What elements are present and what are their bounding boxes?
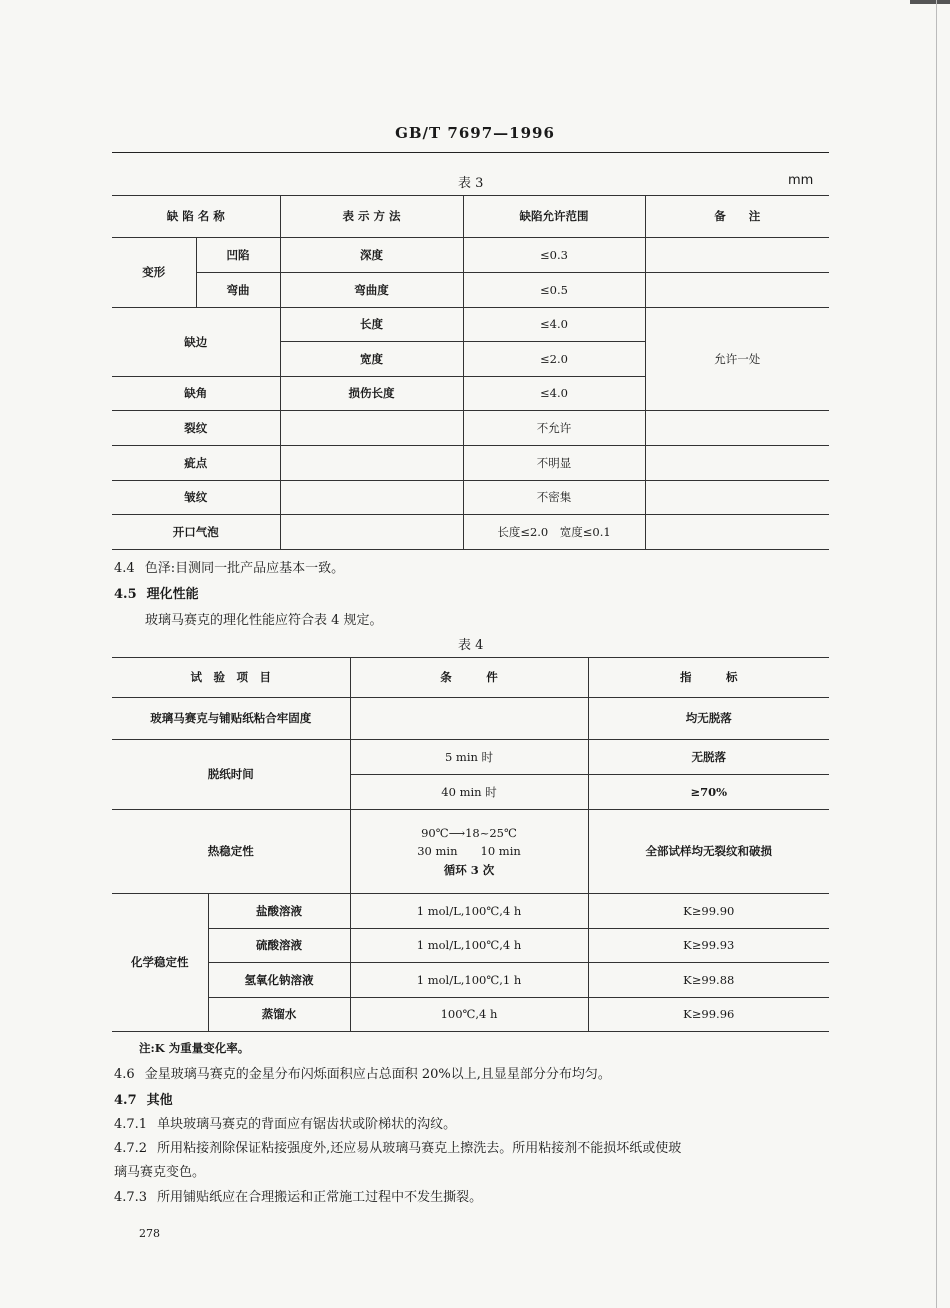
row-name: 疵点: [112, 446, 280, 481]
section-number: 4.7.3: [114, 1190, 148, 1205]
table4-note: 注:K 为重量变化率。: [139, 1041, 250, 1055]
section-4-7-2: [114, 1137, 681, 1156]
row-index: K≥99.90: [588, 894, 829, 929]
table-row: [112, 481, 829, 515]
section-number: 4.6: [114, 1067, 135, 1082]
table-header-row: [112, 658, 829, 698]
header-range: 缺陷允许范围: [463, 196, 645, 238]
row-method: [280, 515, 463, 550]
header-method: 表 示 方 法: [280, 196, 463, 238]
table-row: [112, 273, 829, 308]
section-4-7: [114, 1089, 173, 1108]
row-remark: [645, 238, 829, 273]
standard-header: GB/T 7697—1996: [395, 124, 555, 142]
section-number: 4.7: [114, 1093, 137, 1108]
row-condition: 1 mol/L,100℃,4 h: [350, 929, 588, 963]
section-4-4: [114, 557, 344, 576]
row-sub: 凹陷: [196, 238, 280, 273]
table4-caption: 表 4: [458, 638, 484, 653]
row-range: 不明显: [463, 446, 645, 481]
row-condition: [350, 698, 588, 740]
edge-group: 缺边: [112, 308, 280, 377]
row-condition: 1 mol/L,100℃,4 h: [350, 894, 588, 929]
scan-edge-line: [936, 0, 937, 1308]
row-index: 无脱落: [588, 740, 829, 775]
section-number: 4.7.1: [114, 1117, 148, 1132]
table-row: [112, 411, 829, 446]
section-text: 所用铺贴纸应在合理搬运和正常施工过程中不发生撕裂。: [157, 1190, 483, 1205]
section-number: 4.4: [114, 561, 135, 576]
table-row: [112, 238, 829, 273]
table-row: [112, 515, 829, 550]
row-remark: [645, 446, 829, 481]
section-text: 其他: [146, 1093, 173, 1108]
table-row: [112, 963, 829, 998]
table3-caption: 表 3: [458, 176, 484, 191]
table-row: [112, 929, 829, 963]
row-method: [280, 481, 463, 515]
section-4-5: [114, 583, 199, 602]
row-range: ≤4.0: [463, 377, 645, 411]
row-method: 弯曲度: [280, 273, 463, 308]
physchem-table: [112, 657, 829, 1032]
row-method: 深度: [280, 238, 463, 273]
row-index: ≥70%: [588, 775, 829, 810]
row-condition: 100℃,4 h: [350, 998, 588, 1032]
row-item: 热稳定性: [112, 810, 350, 894]
edge-remark: 允许一处: [645, 308, 829, 411]
row-remark: [645, 515, 829, 550]
row-index: K≥99.93: [588, 929, 829, 963]
section-text: 金星玻璃马赛克的金星分布闪烁面积应占总面积 20%以上,且显星部分分布均匀。: [144, 1067, 611, 1082]
section-text: 所用粘接剂除保证粘接强度外,还应易从玻璃马赛克上擦洗去。所用粘接剂不能损坏纸或使玻: [157, 1141, 682, 1156]
thermal-cond-line: 30 min 10 min: [417, 844, 521, 859]
section-4-7-2-continued: 璃马赛克变色。: [114, 1165, 206, 1180]
table3-unit: mm: [788, 173, 814, 188]
row-remark: [645, 481, 829, 515]
row-condition: 5 min 时: [350, 740, 588, 775]
section-text: 理化性能: [146, 587, 199, 602]
row-condition: 1 mol/L,100℃,1 h: [350, 963, 588, 998]
header-condition: 条 件: [350, 658, 588, 698]
table-row: [112, 740, 829, 775]
header-remark: 备 注: [645, 196, 829, 238]
row-sub: 硫酸溶液: [208, 929, 350, 963]
thermal-cond-line: 循环 3 次: [443, 862, 495, 877]
row-sub: 蒸馏水: [208, 998, 350, 1032]
row-method: 宽度: [280, 342, 463, 377]
row-name: 皱纹: [112, 481, 280, 515]
header-item: 试 验 项 目: [112, 658, 350, 698]
row-sub: 氢氧化钠溶液: [208, 963, 350, 998]
page-number: 278: [139, 1227, 160, 1240]
scan-top-mark: [910, 0, 950, 4]
section-4-6: [114, 1063, 611, 1082]
row-index: K≥99.88: [588, 963, 829, 998]
deform-group: 变形: [112, 238, 196, 308]
section-4-7-3: [114, 1186, 482, 1205]
table-row: [112, 698, 829, 740]
section-4-7-1: [114, 1113, 456, 1132]
row-remark: [645, 411, 829, 446]
row-index: 全部试样均无裂纹和破损: [588, 810, 829, 894]
row-sub: 弯曲: [196, 273, 280, 308]
header-index: 指 标: [588, 658, 829, 698]
table-row: [112, 308, 829, 342]
row-condition: [350, 810, 588, 894]
section-text: 色泽:目测同一批产品应基本一致。: [144, 561, 345, 576]
row-name: 裂纹: [112, 411, 280, 446]
row-range: ≤0.3: [463, 238, 645, 273]
row-name: 开口气泡: [112, 515, 280, 550]
section-number: 4.5: [114, 587, 137, 602]
table-header-row: [112, 196, 829, 238]
row-range: ≤2.0: [463, 342, 645, 377]
row-remark: [645, 273, 829, 308]
defect-table: [112, 195, 829, 550]
row-item: 化学稳定性: [112, 894, 208, 1032]
header-rule: [112, 152, 829, 153]
row-index: 均无脱落: [588, 698, 829, 740]
row-method: 长度: [280, 308, 463, 342]
row-condition: 40 min 时: [350, 775, 588, 810]
row-name: 缺角: [112, 377, 280, 411]
row-index: K≥99.96: [588, 998, 829, 1032]
row-range: 长度≤2.0 宽度≤0.1: [463, 515, 645, 550]
section-number: 4.7.2: [114, 1141, 148, 1156]
row-range: ≤4.0: [463, 308, 645, 342]
row-item: 脱纸时间: [112, 740, 350, 810]
row-range: 不密集: [463, 481, 645, 515]
section-text: 单块玻璃马赛克的背面应有锯齿状或阶梯状的沟纹。: [157, 1117, 457, 1132]
row-range: ≤0.5: [463, 273, 645, 308]
row-method: [280, 411, 463, 446]
section-4-5-body: 玻璃马赛克的理化性能应符合表 4 规定。: [145, 613, 383, 628]
table-row: [112, 810, 829, 894]
row-item: 玻璃马赛克与铺贴纸粘合牢固度: [112, 698, 350, 740]
thermal-cond-line: 90℃⟶18~25℃: [421, 825, 517, 840]
table-row: [112, 998, 829, 1032]
table-row: [112, 894, 829, 929]
row-range: 不允许: [463, 411, 645, 446]
row-method: [280, 446, 463, 481]
table-row: [112, 446, 829, 481]
row-method: 损伤长度: [280, 377, 463, 411]
row-sub: 盐酸溶液: [208, 894, 350, 929]
header-defect-name: 缺 陷 名 称: [112, 196, 280, 238]
